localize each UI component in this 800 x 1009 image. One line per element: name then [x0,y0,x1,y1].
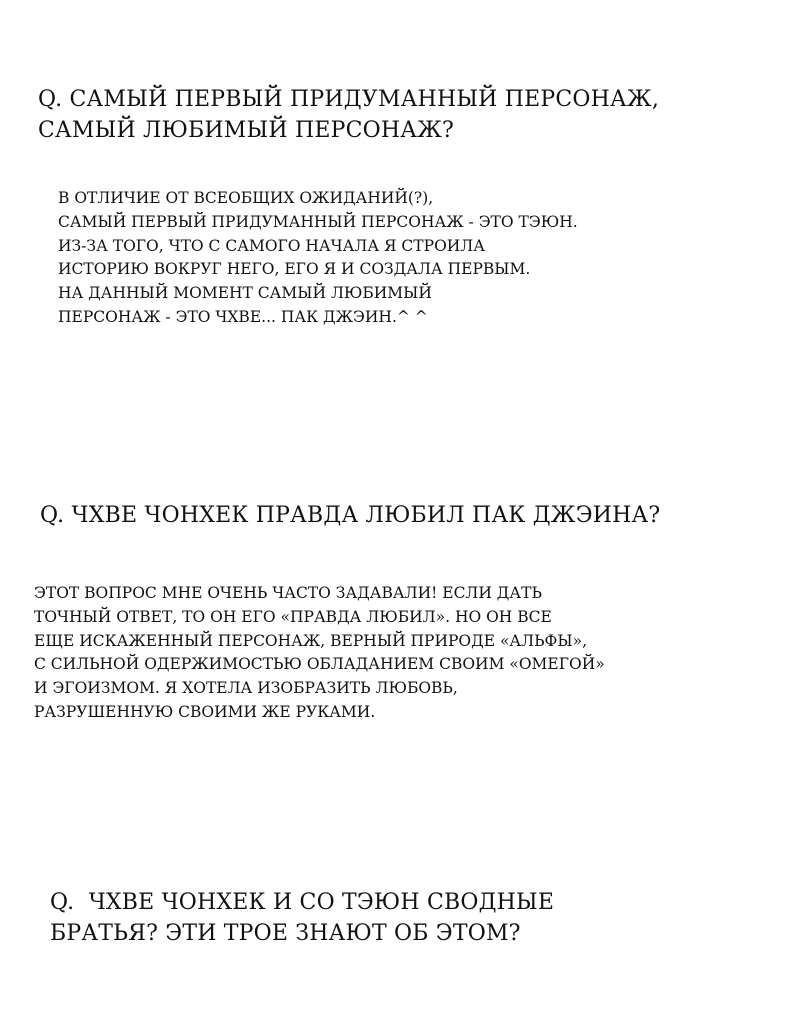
answer-line: ПЕРСОНАЖ - ЭТО ЧХВЕ... ПАК ДЖЭИН.^ ^ [58,307,428,326]
answer-line: С СИЛЬНОЙ ОДЕРЖИМОСТЬЮ ОБЛАДАНИЕМ СВОИМ «ОМЕГОЙ» [34,655,605,674]
question-2 [40,500,660,531]
answer-1 [58,187,578,330]
question-3 [50,887,554,949]
question-line: Q. САМЫЙ ПЕРВЫЙ ПРИДУМАННЫЙ ПЕРСОНАЖ, [38,87,660,112]
answer-line: ТОЧНЫЙ ОТВЕТ, ТО ОН ЕГО «ПРАВДА ЛЮБИЛ». НО ОН ВСЕ [34,607,552,626]
answer-line: ЭТОТ ВОПРОС МНЕ ОЧЕНЬ ЧАСТО ЗАДАВАЛИ! ЕСЛИ ДАТЬ [34,584,542,602]
question-1 [38,84,659,146]
answer-line: РАЗРУШЕННУЮ СВОИМИ ЖЕ РУКАМИ. [34,702,376,721]
question-line: Q. ЧХВЕ ЧОНХЕК ПРАВДА ЛЮБИЛ ПАК ДЖЭИНА? [40,503,661,528]
answer-line: И ЭГОИЗМОМ. Я ХОТЕЛА ИЗОБРАЗИТЬ ЛЮБОВЬ, [34,679,458,698]
answer-line: ЕЩЕ ИСКАЖЕННЫЙ ПЕРСОНАЖ, ВЕРНЫЙ ПРИРОДЕ «АЛЬФЫ», [34,631,588,650]
answer-line: САМЫЙ ПЕРВЫЙ ПРИДУМАННЫЙ ПЕРСОНАЖ - ЭТО ТЭЮН. [58,212,578,231]
answer-line: В ОТЛИЧИЕ ОТ ВСЕОБЩИХ ОЖИДАНИЙ(?), [58,189,434,207]
question-line: САМЫЙ ЛЮБИМЫЙ ПЕРСОНАЖ? [38,118,455,143]
answer-line: ИЗ-ЗА ТОГО, ЧТО С САМОГО НАЧАЛА Я СТРОИЛА [58,236,485,255]
question-line: Q. ЧХВЕ ЧОНХЕК И СО ТЭЮН СВОДНЫЕ [50,890,555,915]
answer-2 [34,582,605,725]
answer-line: НА ДАННЫЙ МОМЕНТ САМЫЙ ЛЮБИМЫЙ [58,284,432,303]
question-line: БРАТЬЯ? ЭТИ ТРОЕ ЗНАЮТ ОБ ЭТОМ? [50,921,521,946]
answer-line: ИСТОРИЮ ВОКРУГ НЕГО, ЕГО Я И СОЗДАЛА ПЕРВЫМ. [58,260,531,279]
